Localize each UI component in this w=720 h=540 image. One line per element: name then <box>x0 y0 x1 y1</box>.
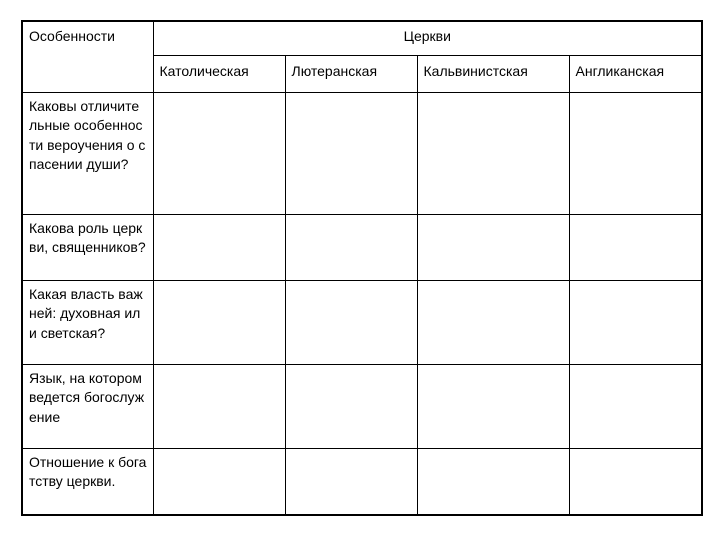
cell-catholic <box>153 280 285 364</box>
cell-anglican <box>569 214 702 280</box>
cell-lutheran <box>285 280 417 364</box>
churches-comparison-table <box>21 20 703 516</box>
cell-catholic <box>153 214 285 280</box>
churches-header: Церкви <box>153 21 702 55</box>
cell-lutheran <box>285 92 417 214</box>
cell-lutheran <box>285 364 417 448</box>
feature-power: Какая власть важней: духовная или светская? <box>22 280 153 364</box>
table-row <box>22 448 702 515</box>
feature-church-role: Какова роль церкви, священников? <box>22 214 153 280</box>
church-header-lutheran: Лютеранская <box>285 55 417 92</box>
cell-calvinist <box>417 214 569 280</box>
cell-calvinist <box>417 364 569 448</box>
feature-wealth: Отношение к богатству церкви. <box>22 448 153 515</box>
feature-header: Особенности <box>22 21 153 92</box>
header-row <box>22 21 702 55</box>
table-row <box>22 214 702 280</box>
table-row <box>22 364 702 448</box>
cell-calvinist <box>417 448 569 515</box>
cell-anglican <box>569 280 702 364</box>
feature-salvation: Каковы отличительные особенности вероучения о спасении души? <box>22 92 153 214</box>
cell-calvinist <box>417 92 569 214</box>
table-row <box>22 92 702 214</box>
cell-anglican <box>569 364 702 448</box>
cell-calvinist <box>417 280 569 364</box>
cell-lutheran <box>285 448 417 515</box>
cell-anglican <box>569 448 702 515</box>
church-header-catholic: Католическая <box>153 55 285 92</box>
cell-anglican <box>569 92 702 214</box>
feature-language: Язык, на котором ведется богослужение <box>22 364 153 448</box>
church-header-anglican: Англиканская <box>569 55 702 92</box>
cell-catholic <box>153 448 285 515</box>
cell-catholic <box>153 364 285 448</box>
church-header-calvinist: Кальвинистская <box>417 55 569 92</box>
cell-catholic <box>153 92 285 214</box>
table-row <box>22 280 702 364</box>
cell-lutheran <box>285 214 417 280</box>
